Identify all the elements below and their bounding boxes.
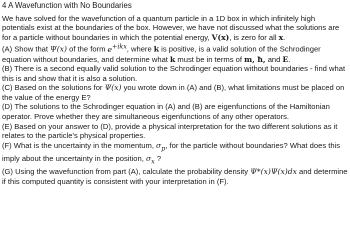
part-d: (D) The solutions to the Schrodinger equation in (A) and (B) are eigenfunctions of the Hamiltonian operator. Prove whether they are simultaneous eigenfunctions of any other operators.	[2, 102, 330, 122]
math-x: x	[278, 32, 284, 42]
math-k: k	[153, 44, 160, 54]
math-potential: V(x)	[211, 32, 230, 42]
part-g	[2, 167, 348, 186]
math-k-2: k	[170, 54, 176, 64]
math-psi: Ψ(x)	[50, 44, 67, 54]
math-sigma-2: σ	[145, 153, 152, 163]
math-sigma-x	[145, 153, 155, 166]
math-psi-2: Ψ(x)	[104, 83, 122, 93]
math-exponential	[108, 45, 127, 54]
part-g-text-1: (G) Using the wavefunction from part (A), calculate the probability density	[2, 167, 251, 177]
part-a	[2, 42, 348, 64]
part-a-text-3: , where	[126, 44, 154, 54]
part-a-text-5: must be in terms of	[175, 54, 245, 64]
math-sigma-p	[156, 140, 166, 153]
part-a-text-6: and	[265, 54, 283, 64]
intro-paragraph	[2, 14, 348, 43]
part-e: (E) Based on your answer to (D), provide a physical interpretation for the two different solutions as it relates to the particle's physical properties.	[2, 121, 338, 141]
intro-text-3: .	[283, 32, 286, 42]
part-a-text-2: of the form	[67, 44, 108, 54]
problem-title: 4 A Wavefunction with No Boundaries	[2, 1, 132, 10]
part-c	[2, 83, 348, 102]
part-c-text-2: you wrote down in (A) and (B), what limitations must be placed on the value of the energy E?	[2, 83, 345, 102]
intro-text-1: We have solved for the wavefunction of a quantum particle in a 1D box in which infinitely high potentials exist at the boundaries of the box. However, we have not discussed what the solutions are for a particle without boundaries in which the potential energy,	[2, 13, 340, 42]
math-energy: E	[282, 54, 289, 64]
part-a-text-4: is positive, is a valid solution of the Schrodinger equation without boundaries, and determine what	[2, 44, 321, 64]
intro-text-2: , is zero for all	[229, 32, 279, 42]
part-f-text-3: ?	[154, 153, 162, 163]
part-b: (B) There is a second equally valid solution to the Schrodinger equation without boundaries - find what this is and show that it is also a solution.	[2, 64, 346, 83]
math-probability-density: Ψ*(x)Ψ(x)dx	[250, 167, 297, 177]
part-c-text-1: (C) Based on the solutions for	[2, 83, 105, 93]
part-a-text-1: (A) Show that	[2, 44, 51, 54]
part-f-text-1: (F) What is the uncertainty in the momentum,	[2, 140, 157, 150]
math-exponent: +ikx	[112, 43, 127, 51]
part-g-text-2: and determine if this computed quantity is consistent with your interpretation in (F).	[2, 167, 348, 186]
math-m-hbar: m, ħ,	[244, 54, 266, 64]
math-sub-p: p	[161, 145, 166, 153]
part-f-text-2: , for the particle without boundaries? What does this imply about the uncertainty in the position,	[2, 140, 341, 163]
part-f	[2, 141, 348, 167]
math-sub-x: x	[151, 158, 155, 166]
problem-document	[2, 1, 348, 186]
math-sigma: σ	[156, 140, 162, 150]
part-a-text-7: .	[288, 54, 291, 64]
math-e: e	[107, 44, 113, 54]
